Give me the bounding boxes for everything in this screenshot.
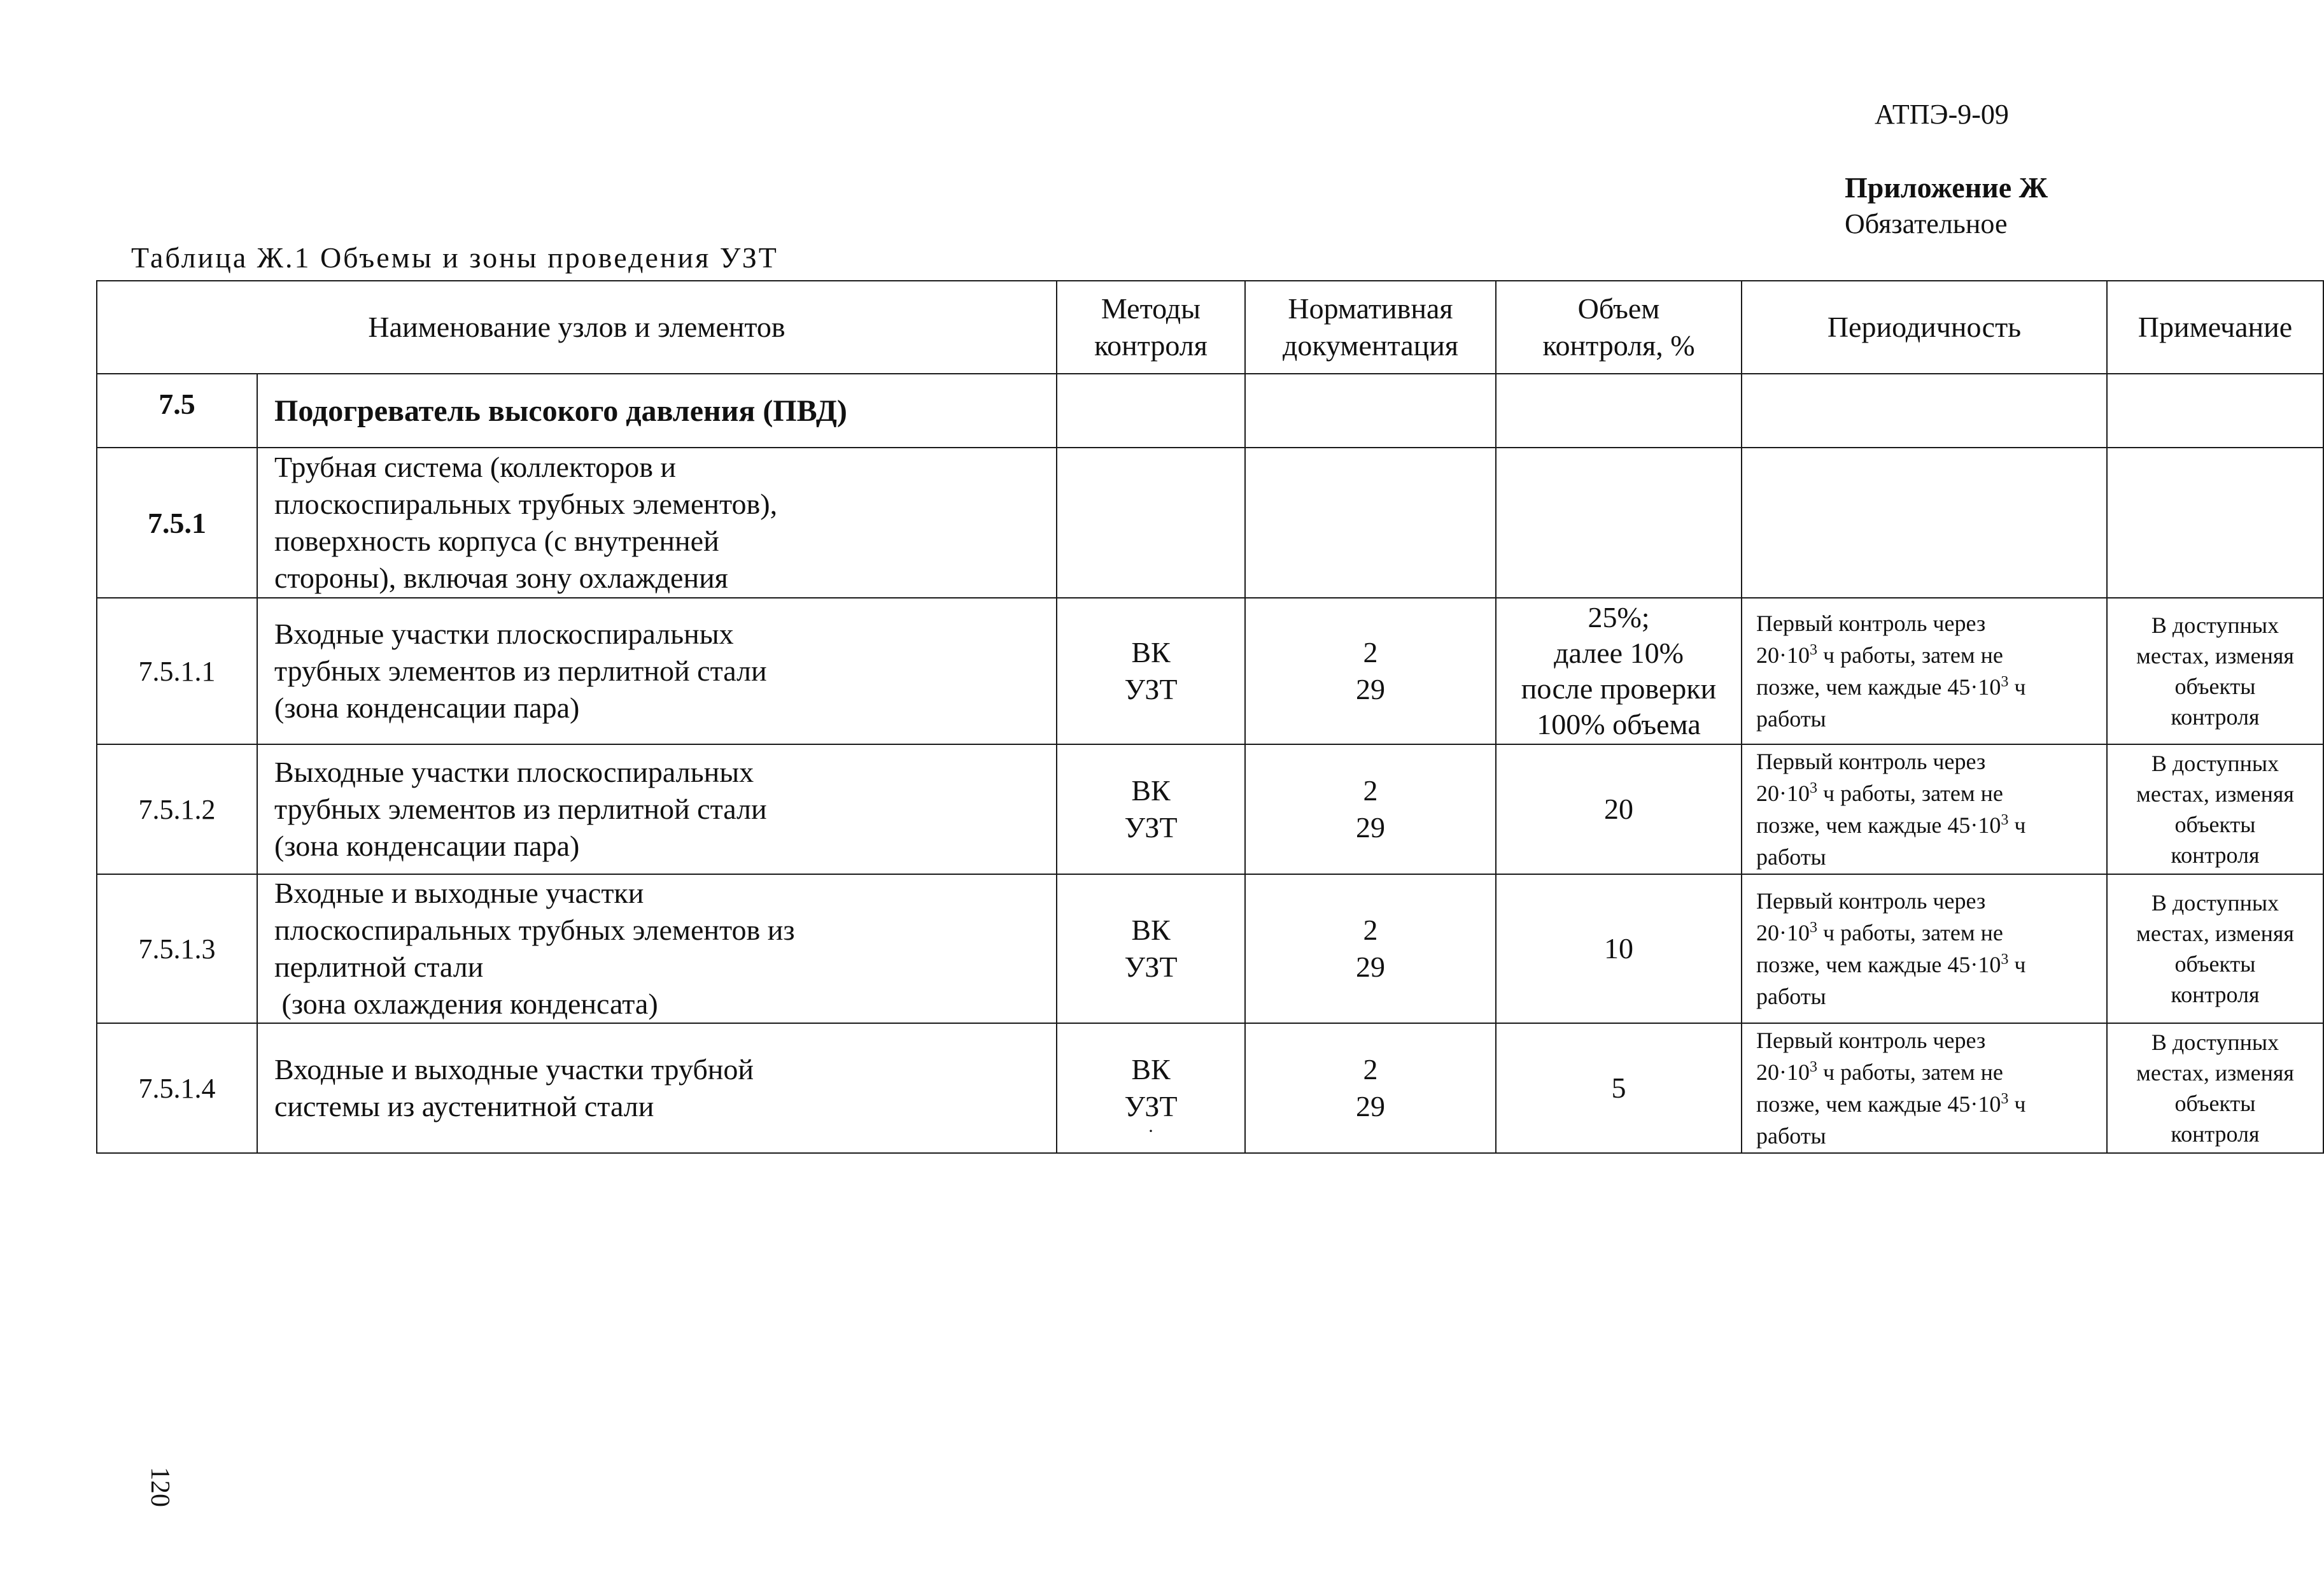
row-docs (1245, 1023, 1496, 1153)
method-value: ВК (1131, 774, 1171, 807)
row-methods (1057, 598, 1245, 744)
header-normdoc-line: документация (1282, 329, 1459, 362)
exponent: 3 (1810, 1059, 1817, 1075)
section-title (257, 374, 1057, 448)
subsection-title-line: поверхность корпуса (с внутренней (274, 525, 719, 557)
period-text: позже, чем каждые 45·10 (1756, 674, 2001, 700)
note-line: объекты (2174, 1091, 2256, 1116)
volume-line: 20 (1604, 793, 1633, 825)
table-row (97, 598, 2323, 744)
note-line: В доступных (2151, 890, 2279, 916)
method-value: УЗТ (1124, 951, 1178, 983)
volume-line: после проверки (1521, 672, 1717, 705)
period-text: ч (2008, 952, 2026, 977)
doc-value: 29 (1356, 673, 1385, 705)
exponent: 3 (1810, 780, 1817, 797)
period-text: ч (2008, 1091, 2026, 1117)
method-value: УЗТ (1124, 673, 1178, 705)
empty-cell (2107, 374, 2323, 448)
row-number: 7.5.1.1 (97, 598, 257, 744)
volume-line: 100% объема (1537, 708, 1701, 740)
subsection-number (97, 448, 257, 598)
note-line: контроля (2171, 842, 2260, 868)
note-line: контроля (2171, 704, 2260, 730)
note-line: В доступных (2151, 1030, 2279, 1055)
exponent: 3 (2001, 1091, 2009, 1107)
period-text: позже, чем каждые 45·10 (1756, 812, 2001, 838)
subsection-number-text: 7.5.1 (148, 506, 206, 539)
row-name-line: трубных элементов из перлитной стали (274, 793, 767, 825)
period-text: ч работы, затем не (1817, 1059, 2003, 1085)
period-line: Первый контроль через (1756, 888, 1986, 914)
note-line: В доступных (2151, 751, 2279, 776)
doc-value: 29 (1356, 951, 1385, 983)
note-line: объекты (2174, 951, 2256, 977)
document-code: АТПЭ-9-09 (1875, 99, 2009, 130)
volume-line: далее 10% (1554, 637, 1684, 669)
empty-cell (1245, 448, 1496, 598)
empty-cell (1057, 448, 1245, 598)
doc-value: 29 (1356, 811, 1385, 844)
period-text: позже, чем каждые 45·10 (1756, 952, 2001, 977)
period-line: Первый контроль через (1756, 611, 1986, 636)
empty-cell (1245, 374, 1496, 448)
period-line (1756, 777, 2106, 809)
header-methods (1057, 281, 1245, 374)
row-docs (1245, 744, 1496, 874)
row-methods (1057, 874, 1245, 1023)
note-line: контроля (2171, 1121, 2260, 1147)
header-normdoc-line: Нормативная (1288, 292, 1453, 325)
period-line: работы (1756, 1123, 1826, 1149)
row-note (2107, 874, 2323, 1023)
method-value: УЗТ (1124, 1090, 1178, 1122)
row-docs (1245, 874, 1496, 1023)
table-row (97, 874, 2323, 1023)
page-number-text: 120 (145, 1466, 174, 1507)
table-row (97, 744, 2323, 874)
exponent: 3 (2001, 812, 2009, 828)
row-number: 7.5.1.4 (97, 1023, 257, 1153)
period-text: позже, чем каждые 45·10 (1756, 1091, 2001, 1117)
method-value: ВК (1131, 1053, 1171, 1086)
row-methods (1057, 744, 1245, 874)
row-note (2107, 1023, 2323, 1153)
doc-value: 2 (1363, 774, 1378, 807)
subsection-title-line: Трубная система (коллекторов и (274, 451, 677, 483)
stray-mark: · (1148, 1121, 1154, 1142)
row-period (1742, 598, 2107, 744)
row-methods (1057, 1023, 1245, 1153)
doc-value: 2 (1363, 914, 1378, 946)
note-line: местах, изменяя (2136, 643, 2294, 669)
row-volume (1496, 874, 1742, 1023)
row-note (2107, 598, 2323, 744)
header-period: Периодичность (1742, 281, 2107, 374)
note-line: местах, изменяя (2136, 1060, 2294, 1086)
subsection-title-line: стороны), включая зону охлаждения (274, 562, 728, 594)
period-line (1756, 949, 2106, 981)
period-text: 20·10 (1756, 781, 1810, 806)
exponent: 3 (1810, 642, 1817, 658)
subsection-row (97, 448, 2323, 598)
row-name-line: Входные и выходные участки (274, 877, 644, 909)
header-note: Примечание (2107, 281, 2323, 374)
header-normdoc (1245, 281, 1496, 374)
period-text: 20·10 (1756, 1059, 1810, 1085)
header-methods-line: Методы (1101, 292, 1201, 325)
table-caption: Таблица Ж.1 Объемы и зоны проведения УЗТ (131, 241, 778, 274)
row-period (1742, 1023, 2107, 1153)
row-name-line: плоскоспиральных трубных элементов из (274, 914, 795, 946)
empty-cell (1496, 374, 1742, 448)
volume-line: 25%; (1588, 601, 1650, 634)
empty-cell (1057, 374, 1245, 448)
row-period (1742, 744, 2107, 874)
exponent: 3 (1810, 919, 1817, 936)
row-name-line: (зона конденсации пара) (274, 691, 580, 724)
row-number: 7.5.1.3 (97, 874, 257, 1023)
row-name (257, 744, 1057, 874)
period-text: ч работы, затем не (1817, 781, 2003, 806)
row-name-line: (зона охлаждения конденсата) (274, 988, 658, 1020)
period-line: Первый контроль через (1756, 749, 1986, 774)
row-name (257, 874, 1057, 1023)
row-name-line: (зона конденсации пара) (274, 830, 580, 862)
row-volume (1496, 1023, 1742, 1153)
row-name-line: Выходные участки плоскоспиральных (274, 756, 754, 788)
empty-cell (1496, 448, 1742, 598)
period-line: работы (1756, 844, 1826, 870)
exponent: 3 (2001, 674, 2009, 690)
subsection-title-line: плоскоспиральных трубных элементов), (274, 488, 778, 520)
period-text: ч (2008, 812, 2026, 838)
row-name (257, 598, 1057, 744)
header-volume (1496, 281, 1742, 374)
note-line: местах, изменяя (2136, 781, 2294, 807)
table-header-row (97, 281, 2323, 374)
exponent: 3 (2001, 951, 2009, 968)
section-row (97, 374, 2323, 448)
empty-cell (1742, 448, 2107, 598)
header-name-label: Наименование узлов и элементов (368, 311, 785, 343)
doc-value: 29 (1356, 1090, 1385, 1122)
row-name-line: трубных элементов из перлитной стали (274, 655, 767, 687)
period-text: ч работы, затем не (1817, 642, 2003, 668)
appendix-title: Приложение Ж (1845, 171, 2048, 204)
doc-value: 2 (1363, 636, 1378, 669)
section-title-text: Подогреватель высокого давления (ПВД) (274, 393, 847, 428)
appendix-status: Обязательное (1845, 208, 2008, 239)
period-line (1756, 809, 2106, 841)
empty-cell (2107, 448, 2323, 598)
header-methods-line: контроля (1094, 329, 1208, 362)
row-volume (1496, 598, 1742, 744)
header-name (97, 281, 1057, 374)
period-line (1756, 917, 2106, 949)
period-text: 20·10 (1756, 642, 1810, 668)
period-line (1756, 1056, 2106, 1088)
note-line: контроля (2171, 982, 2260, 1007)
row-note (2107, 744, 2323, 874)
row-number: 7.5.1.2 (97, 744, 257, 874)
period-line (1756, 671, 2106, 703)
section-number (97, 374, 257, 448)
header-volume-line: контроля, % (1542, 329, 1695, 362)
row-name-line: Входные участки плоскоспиральных (274, 618, 734, 650)
note-line: объекты (2174, 812, 2256, 837)
row-period (1742, 874, 2107, 1023)
header-volume-line: Объем (1577, 292, 1660, 325)
row-volume (1496, 744, 1742, 874)
note-line: местах, изменяя (2136, 921, 2294, 946)
period-line (1756, 1088, 2106, 1120)
section-number-text: 7.5 (158, 388, 195, 420)
note-line: объекты (2174, 674, 2256, 699)
row-name (257, 1023, 1057, 1153)
period-text: ч (2008, 674, 2026, 700)
note-line: В доступных (2151, 612, 2279, 638)
period-line: работы (1756, 706, 1826, 732)
period-text: ч работы, затем не (1817, 920, 2003, 945)
page-number (141, 1455, 178, 1519)
method-value: ВК (1131, 914, 1171, 946)
row-name-line: системы из аустенитной стали (274, 1090, 654, 1122)
period-text: 20·10 (1756, 920, 1810, 945)
row-docs (1245, 598, 1496, 744)
row-name-line: Входные и выходные участки трубной (274, 1053, 754, 1086)
subsection-title (257, 448, 1057, 598)
period-line (1756, 639, 2106, 671)
method-value: УЗТ (1124, 811, 1178, 844)
volumes-table (96, 280, 2324, 1154)
period-line: Первый контроль через (1756, 1028, 1986, 1053)
doc-value: 2 (1363, 1053, 1378, 1086)
empty-cell (1742, 374, 2107, 448)
table-row (97, 1023, 2323, 1153)
volume-line: 10 (1604, 932, 1633, 965)
volume-line: 5 (1611, 1072, 1626, 1104)
period-line: работы (1756, 984, 1826, 1009)
row-name-line: перлитной стали (274, 951, 484, 983)
method-value: ВК (1131, 636, 1171, 669)
